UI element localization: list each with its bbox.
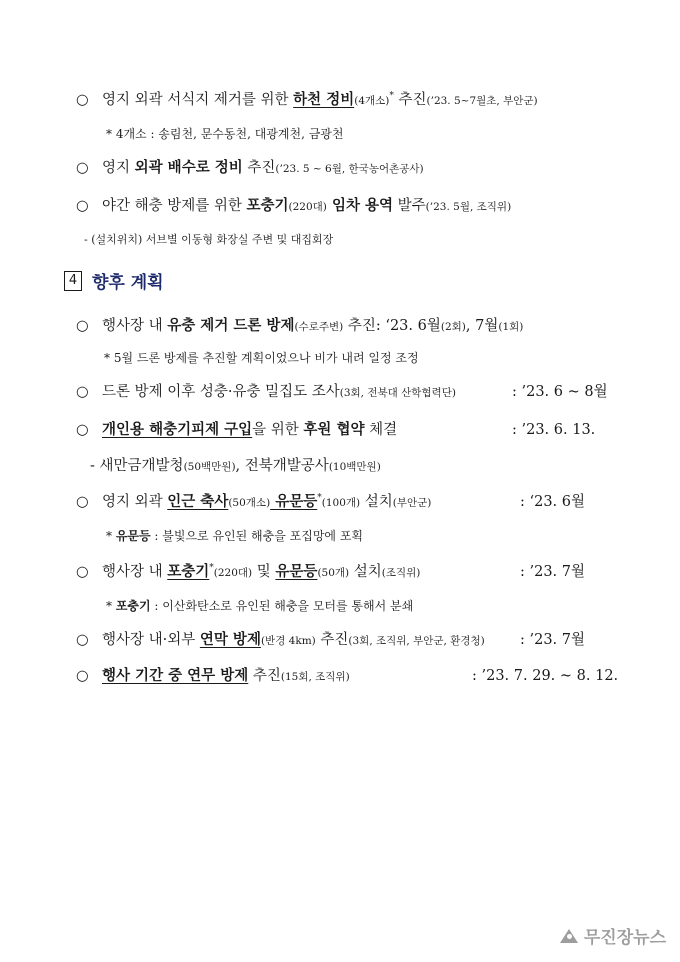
section-title: 향후 계획 bbox=[92, 273, 164, 293]
plan-repellent-agreement: ○ 개인용 해충기피제 구입을 위한 후원 협약 체결 bbox=[76, 421, 398, 438]
section-heading-future-plan bbox=[64, 268, 164, 293]
note-insect-trap-definition: * 포충기 : 이산화탄소로 유인된 해충을 모터를 통해서 분쇄 bbox=[106, 599, 414, 613]
date-venue-traps: : ’23. 7월 bbox=[520, 564, 586, 580]
plan-livestock-trap-lights: ○ 영지 외곽 인근 축사(50개소) 유문등*(100개) 설치(부안군) bbox=[76, 493, 432, 510]
note-drone-schedule: * 5월 드론 방제를 추진할 계획이었으나 비가 내려 일정 조정 bbox=[104, 351, 419, 365]
plan-drone-larvae: ○ 행사장 내 유충 제거 드론 방제(수로주변) 추진: ‘23. 6월(2회), 7월(1회) bbox=[76, 317, 524, 334]
bullet-circle: ○ bbox=[76, 494, 89, 510]
bullet-circle: ○ bbox=[76, 668, 89, 684]
date-density-survey: : ’23. 6 ~ 8월 bbox=[512, 384, 608, 400]
watermark bbox=[558, 923, 666, 948]
bullet-circle: ○ bbox=[76, 92, 89, 108]
mountain-logo-icon bbox=[558, 927, 580, 945]
bullet-circle: ○ bbox=[76, 160, 89, 176]
note-trap-light-definition: * 유문등 : 불빛으로 유인된 해충을 포집망에 포획 bbox=[106, 529, 364, 543]
bullet-circle: ○ bbox=[76, 318, 89, 334]
bullet-circle: ○ bbox=[76, 198, 89, 214]
plan-smoke-fumigation: ○ 행사장 내·외부 연막 방제(반경 4km) 추진(3회, 조직위, 부안군, 환경청) bbox=[76, 631, 485, 648]
item-insect-trap-lease: ○ 야간 해충 방제를 위한 포충기(220대) 임차 용역 발주(’23. 5월, 조직위) bbox=[76, 197, 512, 214]
bullet-circle: ○ bbox=[76, 564, 89, 580]
date-fog-fumigation: : ’23. 7. 29. ~ 8. 12. bbox=[472, 668, 619, 684]
note-install-location: - (설치위치) 서브별 이동형 화장실 주변 및 대집회장 bbox=[84, 233, 334, 246]
bullet-circle: ○ bbox=[76, 384, 89, 400]
note-sponsors: - 새만금개발청(50백만원), 전북개발공사(10백만원) bbox=[90, 458, 381, 474]
note-river-locations: * 4개소 : 송림천, 문수동천, 대광계천, 금광천 bbox=[106, 127, 344, 141]
date-livestock-trap-lights: : ‘23. 6월 bbox=[520, 494, 586, 510]
plan-density-survey: ○ 드론 방제 이후 성충·유충 밀집도 조사(3회, 전북대 산학협력단) bbox=[76, 384, 456, 400]
bullet-circle: ○ bbox=[76, 422, 89, 438]
plan-fog-fumigation: ○ 행사 기간 중 연무 방제 추진(15회, 조직위) bbox=[76, 667, 350, 684]
section-number: 4 bbox=[64, 271, 82, 291]
bullet-circle: ○ bbox=[76, 632, 89, 648]
date-repellent-agreement: : ’23. 6. 13. bbox=[512, 422, 596, 438]
item-drainage-maintenance: ○ 영지 외곽 배수로 정비 추진(’23. 5 ~ 6월, 한국농어촌공사) bbox=[76, 159, 424, 176]
watermark-text: 무진장뉴스 bbox=[583, 928, 666, 948]
item-river-maintenance: ○ 영지 외곽 서식지 제거를 위한 하천 정비(4개소)* 추진(’23. 5~7월초, 부안군) bbox=[76, 91, 538, 108]
plan-venue-traps: ○ 행사장 내 포충기*(220대) 및 유문등(50개) 설치(조직위) bbox=[76, 563, 421, 580]
date-smoke-fumigation: : ’23. 7월 bbox=[520, 632, 586, 648]
